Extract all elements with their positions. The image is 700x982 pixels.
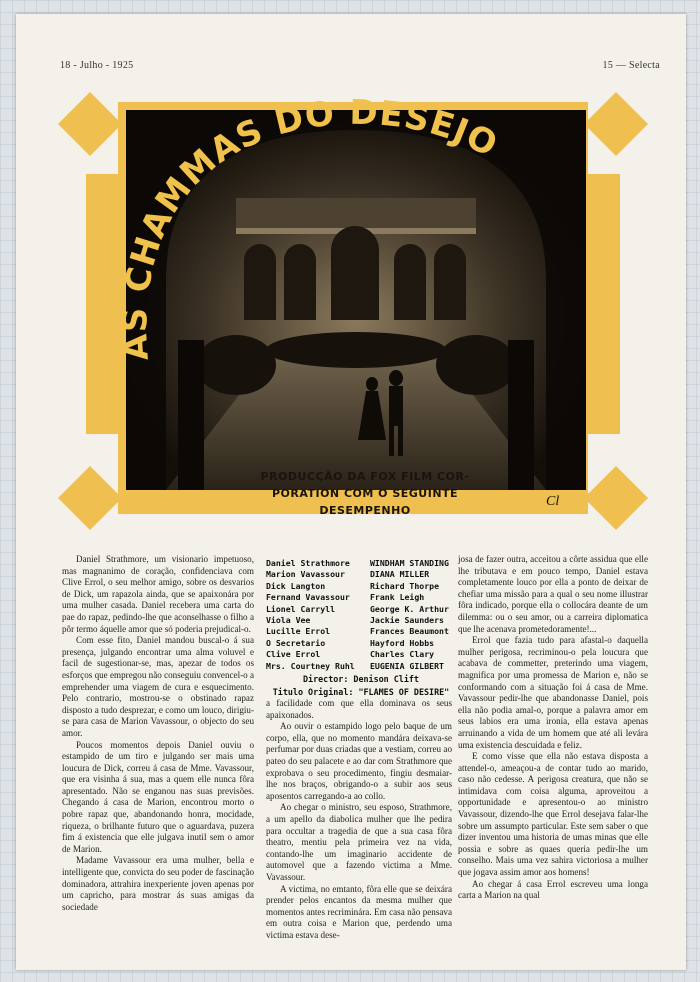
paragraph: Com esse fito, Daniel mandou buscal-o á sua presença, julgando encontrar uma alma voluvel e facil de sugestionar-se, mas, apezar de todos os esforços que empregou não conseguiu convencel-o a emprehender uma viagem de cura e esquecimento. Pelo contrario, mostrou-se o obstinado rapaz disposto a tudo desprezar, e como um louco, dirigiu-se para casa de Marion Vavassour, o objecto do seu amor. — [62, 635, 254, 738]
paragraph: Ao ouvir o estampido logo pelo baque de um corpo, ella, que no momento mandára deixava-se perfumar por duas criadas que a vestiam, correu ao pateo do seu palacete e ao dar com Strathmore que exprobava o seu procedimento, fingiu desmaiar-lhe nos braços, obrigando-o a subir aos seus aposentos carregando-a ao collo. — [266, 721, 452, 801]
cast-role: Lucille Errol — [266, 626, 331, 637]
page-number: 15 — Selecta — [602, 60, 660, 71]
corner-diamond — [58, 92, 122, 156]
cast-row — [266, 569, 456, 580]
cast-row — [266, 558, 456, 569]
paragraph: Daniel Strathmore, um visionario impetuoso, mas magnanimo de coração, confidenciava com Clive Errol, o seu melhor amigo, sobre os desvarios de Dick, um rapazola ainda, que se apaixonára por uma mulher casada. Daniel recebera uma carta do pae do rapaz, pedindo-lhe que aconselhasse o filho a pôr termo áquelle amor que só poderia prejudical-o. — [62, 554, 254, 634]
corner-diamond — [584, 92, 648, 156]
cast-actor: Hayford Hobbs — [370, 637, 435, 648]
cast-role: Clive Errol — [266, 649, 321, 660]
article-column-3 — [458, 554, 648, 902]
paragraph: Errol que fazia tudo para afastal-o daquella mulher perigosa, recriminou-o pela loucura que acabava de commetter, preterindo uma viagem, magnifica por uma promessa de Marion e, não se conformando com a situação foi á casa de Mme. Vavassour pedir-lhe que abandonasse Daniel, pois ella não podia amal-o, porque a palavra amor em seus labios era uma ironia, ella estava apenas arruinando a vida de um homem que até ali levára uma existencia descuidada e feliz. — [458, 635, 648, 750]
cast-actor: George K. Arthur — [370, 603, 449, 614]
cast-row — [266, 592, 456, 603]
paragraph: E como visse que ella não estava disposta a attendel-o, ameaçou-a de contar tudo ao marido, caso não cedesse. A perigosa creatura, que não se intimidava com coisa alguma, aproveitou a opportunidade e apresentou-o ao ministro Vavassour, dizendo-lhe que Errol desejava falar-lhe sobre um assumpto particular. Este sem saber o que dizer inventou uma historia de umas minas que elle possia e sobre as quaes queria pedir-lhe um conselho. Mais uma vez sahira victoriosa a mulher que jogava assim amor aos homens! — [458, 751, 648, 878]
original-title: Titulo Original: "FLAMES OF DESIRE" — [272, 687, 450, 698]
cast-row — [266, 615, 456, 626]
cast-actor: Frances Beaumont — [370, 626, 449, 637]
article-column-1 — [62, 554, 254, 913]
cast-row — [266, 626, 456, 637]
film-still — [126, 110, 586, 490]
cast-role: Mrs. Courtney Ruhl — [266, 660, 355, 671]
cast-row — [266, 581, 456, 592]
cast-role: Viola Vee — [266, 615, 311, 626]
director-credit: Director: Denison Clift — [303, 674, 419, 685]
paragraph: Poucos momentos depois Daniel ouviu o estampido de um tiro e julgando ser mais uma loucura de Dick, correu á casa de Mme. Vavassour, que era visinha á sua, mas a quem elle nunca fôra apresentado. Não se enganou nas suas previsões. Chegando á casa de Marion, encontrou morto o pobre rapaz que, abandonando honra, mocidade, riqueza, o brilhante futuro que o aguardava, puzera fim á existencia que elle julgava inutil sem o amor de Marion. — [62, 739, 254, 854]
cast-actor: Charles Clary — [370, 649, 435, 660]
cast-actor: DIANA MILLER — [370, 569, 430, 580]
cast-actor: Jackie Saunders — [370, 615, 444, 626]
issue-date: 18 - Julho - 1925 — [60, 60, 134, 71]
magazine-page — [16, 14, 686, 970]
cast-actor: EUGENIA GILBERT — [370, 660, 444, 671]
paragraph: Ao chegar o ministro, seu esposo, Strathmore, a um apello da diabolica mulher que lhe pedira para occultar a tragedia de que a sua casa fôra theatro, mentiu pela primeira vez na vida, contando-lhe um imaginario accidente de automovel que a fazendo victima a Mme. Vavassour. — [266, 802, 452, 882]
artist-signature: Cl — [546, 494, 560, 509]
cast-row — [266, 661, 456, 672]
cast-actor: Richard Thorpe — [370, 580, 440, 591]
article-column-2 — [266, 698, 452, 941]
cast-role: Daniel Strathmore — [266, 558, 350, 568]
cast-list — [266, 558, 456, 699]
paragraph: Madame Vavassour era uma mulher, bella e intelligente que, convicta do seu poder de fascinação dominadora, attrahira inexperiente joven apenas por um capricho, para mostrar ás suas amigas da sociedade — [62, 855, 254, 912]
film-title: AS CHAMMAS DO DESEJO — [115, 92, 505, 362]
paragraph: a facilidade com que ella dominava os seus apaixonados. — [266, 698, 452, 720]
caption-line: DESEMPENHO — [319, 504, 411, 517]
cast-role: O Secretario — [266, 637, 326, 648]
corner-diamond — [584, 466, 648, 530]
cast-row — [266, 649, 456, 660]
production-caption — [230, 468, 500, 519]
cast-role: Fernand Vavassour — [266, 592, 350, 603]
paragraph: A victima, no emtanto, fôra elle que se deixára prender pelos encantos da mesma mulher que momentos antes recriminára. Em casa não pensava em outra coisa e Marion que, perdendo uma victima estava dese- — [266, 883, 452, 940]
paragraph: josa de fazer outra, acceitou a côrte assidua que elle lhe tributava e em pouco tempo, Daniel estava completamente louco por ella a ponto de deixar de chefiar uma missão para a qual o seu nome illustrar fôra indicado, porque ella o collocára deante de um dilemma: ou o seu amor, ou a carreira diplomatica que lhe acenava prometedoramente!... — [458, 554, 648, 634]
cast-role: Lionel Carryll — [266, 603, 336, 614]
title-illustration — [58, 74, 648, 536]
caption-line: PORATION COM O SEGUINTE — [271, 487, 459, 500]
corner-diamond — [58, 466, 122, 530]
cast-row — [266, 604, 456, 615]
caption-line: PRODUCÇÃO DA FOX FILM COR- — [260, 470, 470, 483]
cast-role: Dick Langton — [266, 580, 326, 591]
cast-actor: WINDHAM STANDING — [370, 558, 449, 568]
cast-row — [266, 638, 456, 649]
paragraph: Ao chegar á casa Errol escreveu uma longa carta a Marion na qual — [458, 878, 648, 901]
cast-role: Marion Vavassour — [266, 569, 345, 580]
cast-actor: Frank Leigh — [370, 592, 425, 603]
